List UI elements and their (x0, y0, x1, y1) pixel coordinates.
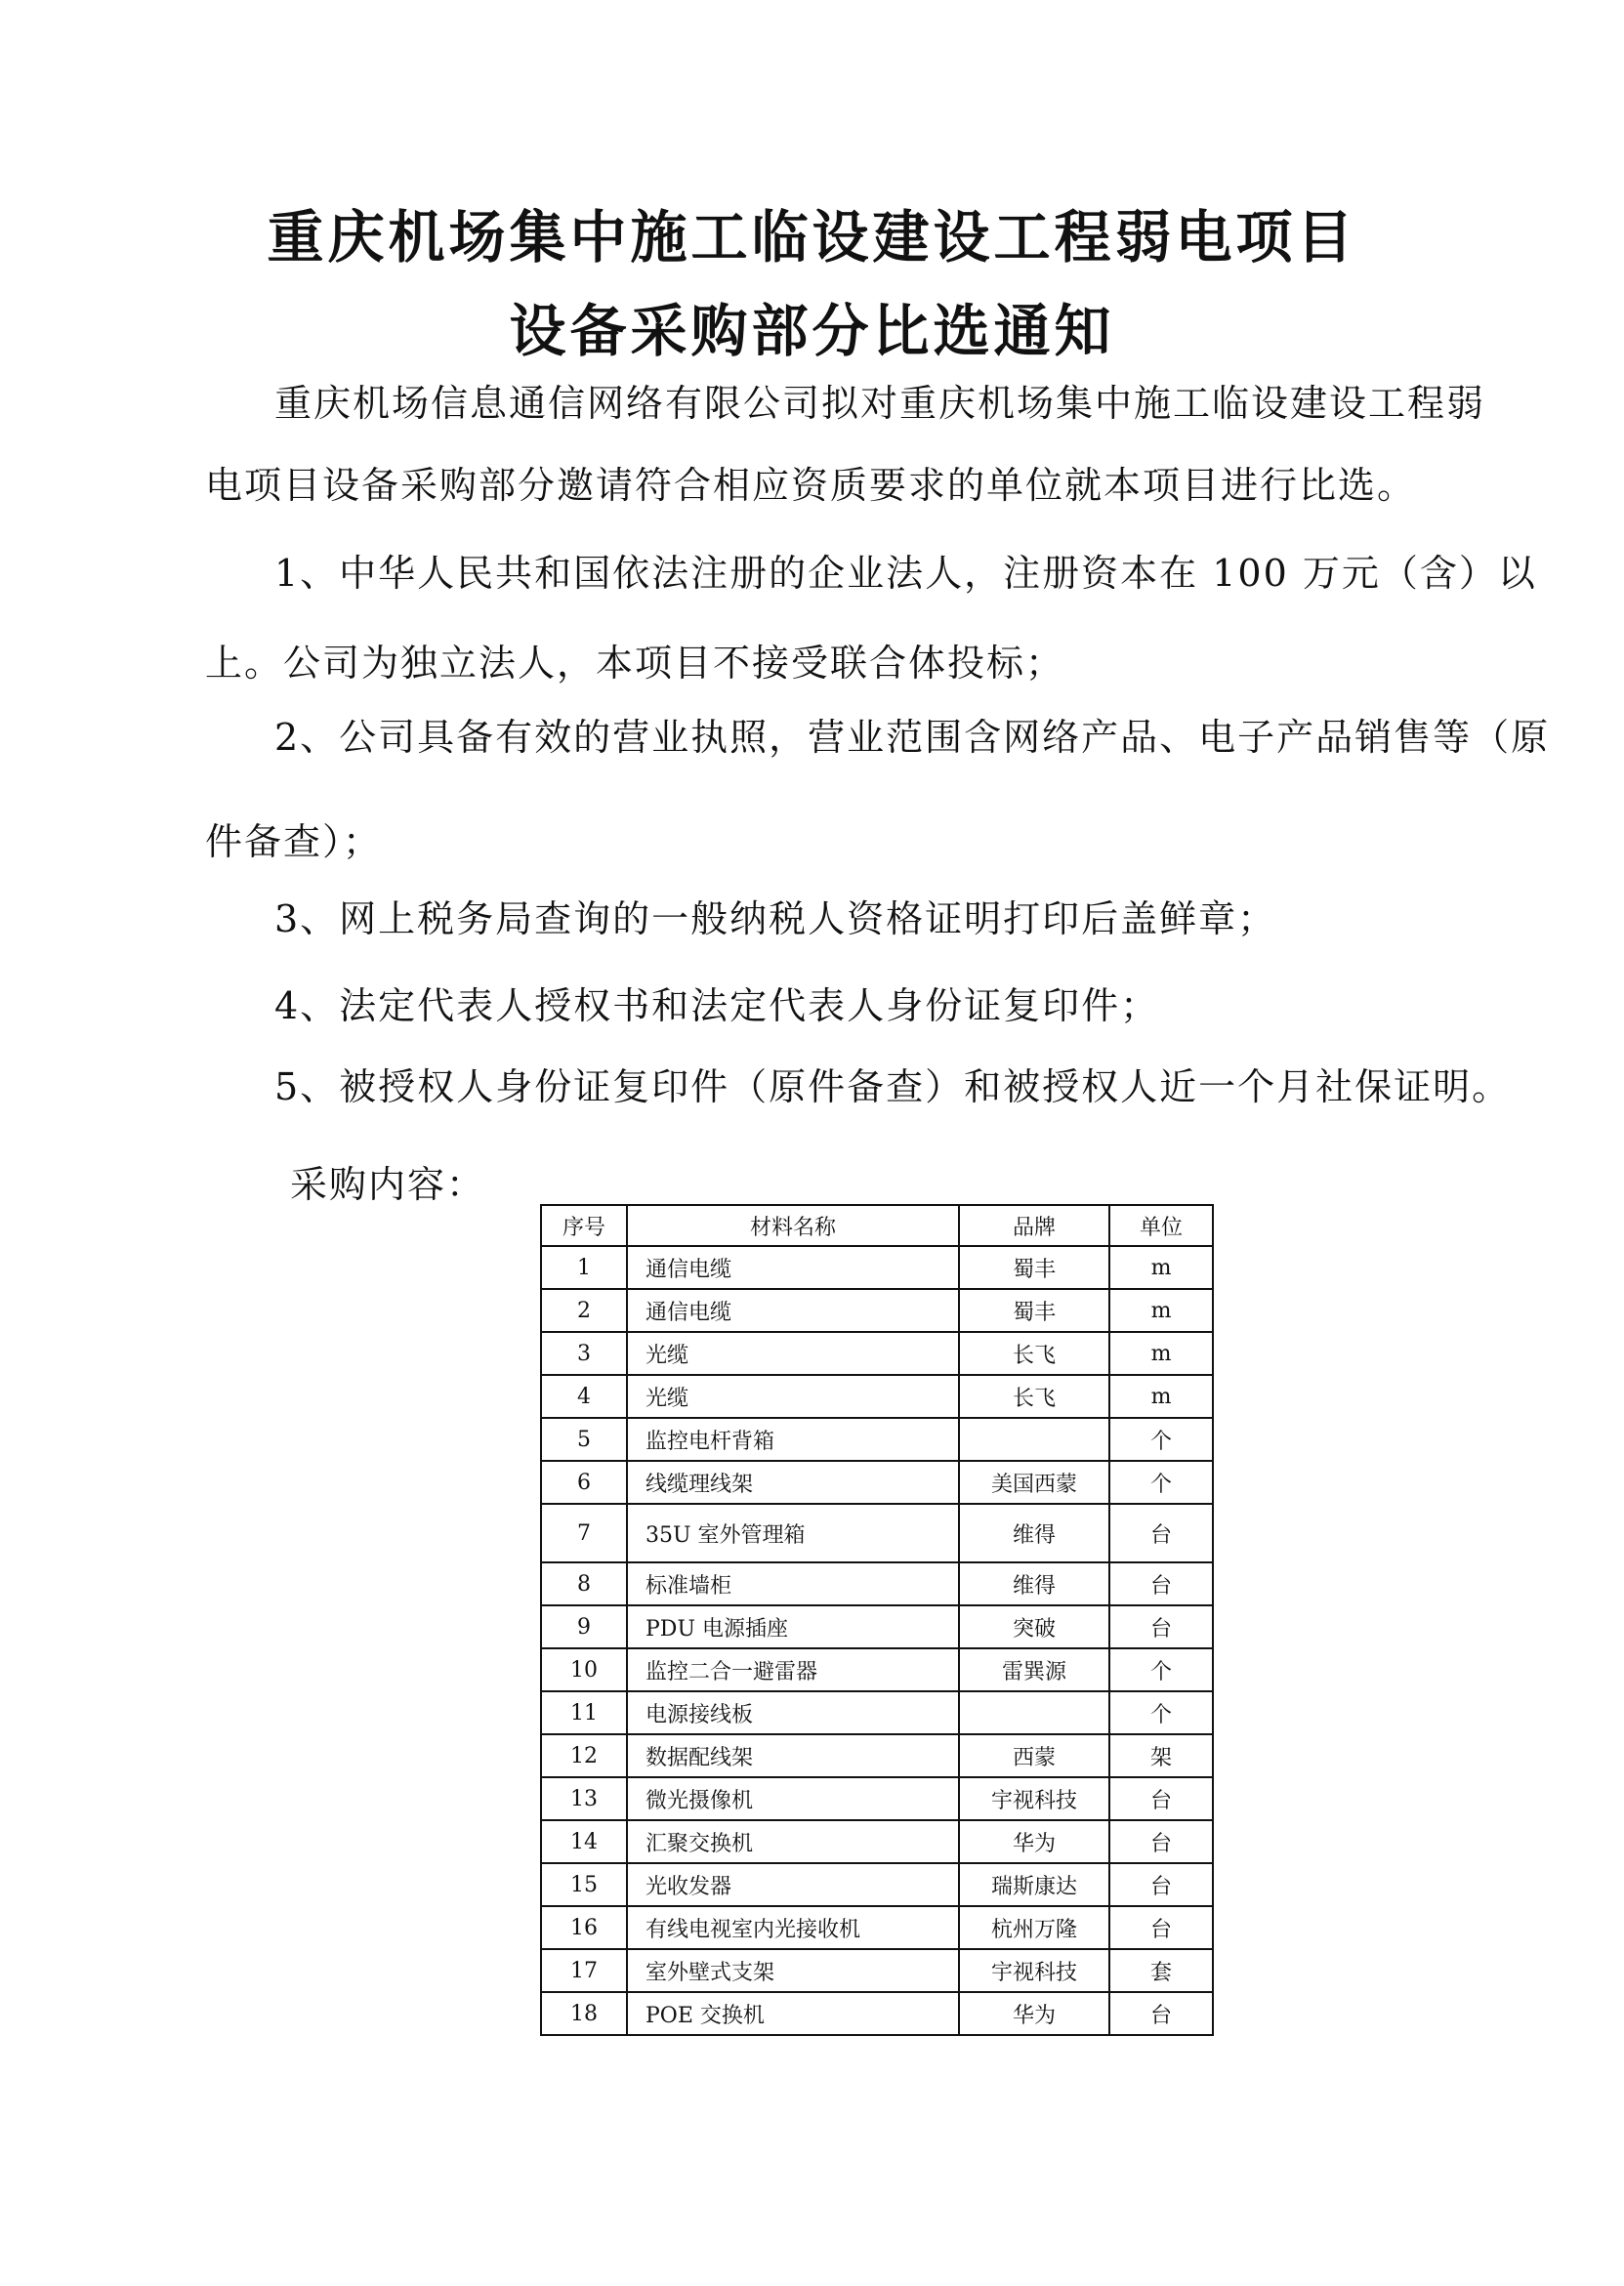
cell-brand (959, 1418, 1109, 1461)
table-row (541, 1461, 1213, 1504)
cell-brand: 华为 (959, 1992, 1109, 2035)
cell-unit: m (1109, 1332, 1213, 1375)
materials-table (540, 1204, 1214, 2036)
table-header-row (541, 1205, 1213, 1246)
table-row (541, 1504, 1213, 1562)
cell-unit: 架 (1109, 1734, 1213, 1777)
cell-brand: 雷巽源 (959, 1648, 1109, 1691)
cell-unit: 台 (1109, 1562, 1213, 1605)
cell-brand: 宇视科技 (959, 1949, 1109, 1992)
table-row (541, 1605, 1213, 1648)
cell-unit: 台 (1109, 1605, 1213, 1648)
cell-unit: m (1109, 1375, 1213, 1418)
cell-brand: 长飞 (959, 1332, 1109, 1375)
requirement-5: 5、被授权人身份证复印件（原件备查）和被授权人近一个月社保证明。 (274, 1065, 1512, 1108)
cell-no: 5 (541, 1418, 627, 1461)
cell-unit: m (1109, 1289, 1213, 1332)
cell-unit: 台 (1109, 1504, 1213, 1562)
title-line-1: 重庆机场集中施工临设建设工程弱电项目 (267, 204, 1357, 270)
cell-unit: 套 (1109, 1949, 1213, 1992)
table-row (541, 1418, 1213, 1461)
requirement-1-line-2: 上。公司为独立法人，本项目不接受联合体投标； (205, 642, 1065, 685)
table-row (541, 1734, 1213, 1777)
cell-no: 9 (541, 1605, 627, 1648)
cell-no: 16 (541, 1906, 627, 1949)
table-row (541, 1820, 1213, 1863)
cell-name: 电源接线板 (627, 1691, 959, 1734)
cell-brand: 瑞斯康达 (959, 1863, 1109, 1906)
cell-unit: 台 (1109, 1777, 1213, 1820)
cell-unit: 台 (1109, 1992, 1213, 2035)
cell-name: 室外壁式支架 (627, 1949, 959, 1992)
cell-unit: 个 (1109, 1461, 1213, 1504)
cell-name: 汇聚交换机 (627, 1820, 959, 1863)
intro-line-2: 电项目设备采购部分邀请符合相应资质要求的单位就本项目进行比选。 (205, 464, 1417, 507)
cell-brand: 维得 (959, 1562, 1109, 1605)
procurement-label: 采购内容： (290, 1163, 486, 1206)
cell-unit: m (1109, 1246, 1213, 1289)
cell-no: 18 (541, 1992, 627, 2035)
table-row (541, 1648, 1213, 1691)
cell-name: 通信电缆 (627, 1246, 959, 1289)
table-row (541, 1992, 1213, 2035)
intro-line-1: 重庆机场信息通信网络有限公司拟对重庆机场集中施工临设建设工程弱 (274, 382, 1486, 425)
header-unit: 单位 (1109, 1205, 1213, 1246)
cell-name: 监控二合一避雷器 (627, 1648, 959, 1691)
cell-unit: 个 (1109, 1648, 1213, 1691)
header-no: 序号 (541, 1205, 627, 1246)
cell-no: 2 (541, 1289, 627, 1332)
cell-unit: 台 (1109, 1906, 1213, 1949)
cell-brand: 宇视科技 (959, 1777, 1109, 1820)
table-row (541, 1906, 1213, 1949)
table-row (541, 1375, 1213, 1418)
cell-name: 光缆 (627, 1332, 959, 1375)
cell-name: 微光摄像机 (627, 1777, 959, 1820)
cell-no: 17 (541, 1949, 627, 1992)
requirement-1-line-1: 1、中华人民共和国依法注册的企业法人，注册资本在 100 万元（含）以 (274, 552, 1537, 595)
cell-brand: 西蒙 (959, 1734, 1109, 1777)
cell-name: 光收发器 (627, 1863, 959, 1906)
cell-brand: 蜀丰 (959, 1289, 1109, 1332)
cell-no: 4 (541, 1375, 627, 1418)
cell-no: 8 (541, 1562, 627, 1605)
cell-unit: 台 (1109, 1820, 1213, 1863)
cell-name: POE 交换机 (627, 1992, 959, 2035)
cell-name: 线缆理线架 (627, 1461, 959, 1504)
cell-no: 3 (541, 1332, 627, 1375)
header-name: 材料名称 (627, 1205, 959, 1246)
cell-name: 有线电视室内光接收机 (627, 1906, 959, 1949)
cell-no: 14 (541, 1820, 627, 1863)
cell-unit: 台 (1109, 1863, 1213, 1906)
materials-table-container (540, 1204, 1214, 2036)
requirement-4: 4、法定代表人授权书和法定代表人身份证复印件； (274, 984, 1160, 1027)
table-row (541, 1863, 1213, 1906)
table-row (541, 1777, 1213, 1820)
cell-name: 标准墙柜 (627, 1562, 959, 1605)
requirement-2-line-2: 件备查）； (205, 820, 383, 863)
cell-name: 监控电杆背箱 (627, 1418, 959, 1461)
table-row (541, 1949, 1213, 1992)
cell-name: 通信电缆 (627, 1289, 959, 1332)
cell-no: 12 (541, 1734, 627, 1777)
cell-brand: 长飞 (959, 1375, 1109, 1418)
cell-brand: 杭州万隆 (959, 1906, 1109, 1949)
cell-no: 6 (541, 1461, 627, 1504)
cell-brand: 美国西蒙 (959, 1461, 1109, 1504)
cell-brand: 蜀丰 (959, 1246, 1109, 1289)
table-row (541, 1691, 1213, 1734)
requirement-2-line-1: 2、公司具备有效的营业执照，营业范围含网络产品、电子产品销售等（原 (274, 716, 1551, 759)
cell-unit: 个 (1109, 1691, 1213, 1734)
cell-no: 15 (541, 1863, 627, 1906)
table-row (541, 1562, 1213, 1605)
cell-name: 35U 室外管理箱 (627, 1504, 959, 1562)
cell-unit: 个 (1109, 1418, 1213, 1461)
cell-no: 13 (541, 1777, 627, 1820)
cell-name: 光缆 (627, 1375, 959, 1418)
cell-brand: 华为 (959, 1820, 1109, 1863)
requirement-3: 3、网上税务局查询的一般纳税人资格证明打印后盖鲜章； (274, 897, 1277, 940)
cell-name: PDU 电源插座 (627, 1605, 959, 1648)
cell-brand: 维得 (959, 1504, 1109, 1562)
table-row (541, 1332, 1213, 1375)
cell-no: 10 (541, 1648, 627, 1691)
cell-name: 数据配线架 (627, 1734, 959, 1777)
cell-no: 1 (541, 1246, 627, 1289)
title-line-2: 设备采购部分比选通知 (509, 298, 1115, 364)
header-brand: 品牌 (959, 1205, 1109, 1246)
cell-brand: 突破 (959, 1605, 1109, 1648)
table-row (541, 1246, 1213, 1289)
table-row (541, 1289, 1213, 1332)
cell-brand (959, 1691, 1109, 1734)
cell-no: 7 (541, 1504, 627, 1562)
cell-no: 11 (541, 1691, 627, 1734)
